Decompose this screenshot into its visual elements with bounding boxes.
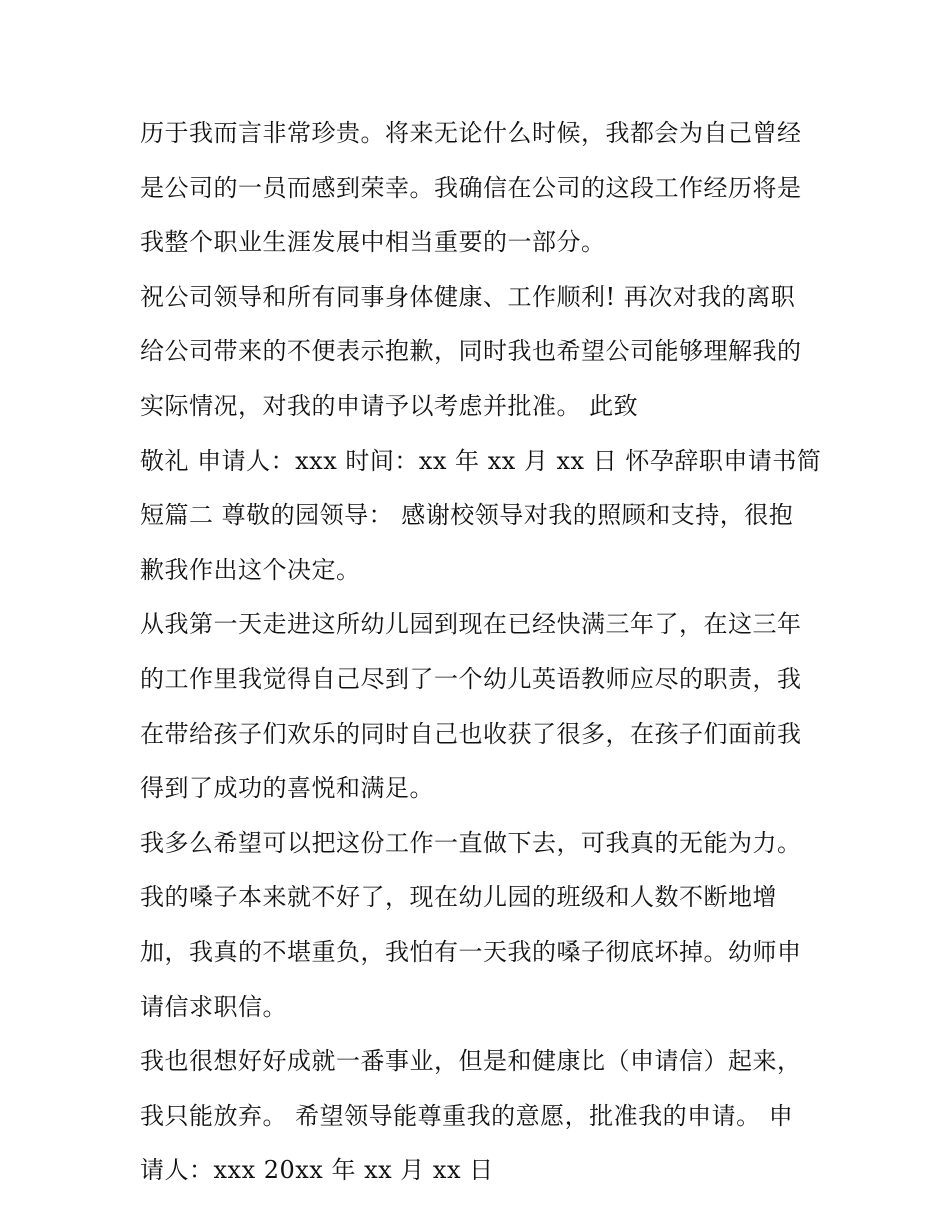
text-line: 请人：xxx 20xx 年 xx 月 xx 日 (140, 1156, 494, 1185)
text-line: 我多么希望可以把这份工作一直做下去，可我真的无能为力。 (140, 828, 802, 857)
text-line: 是公司的一员而感到荣幸。我确信在公司的这段工作经历将是 (140, 173, 802, 202)
text-line: 从我第一天走进这所幼儿园到现在已经快满三年了，在这三年 (140, 610, 802, 639)
text-line: 历于我而言非常珍贵。将来无论什么时候，我都会为自己曾经 (140, 119, 802, 147)
text-line: 在带给孩子们欢乐的同时自己也收获了很多，在孩子们面前我 (140, 719, 802, 748)
text-line: 请信求职信。 (140, 992, 287, 1021)
text-line: 我只能放弃。 希望领导能尊重我的意愿，批准我的申请。 申 (140, 1101, 794, 1130)
text-line: 给公司带来的不便表示抱歉，同时我也希望公司能够理解我的 (140, 337, 802, 366)
text-line: 祝公司领导和所有同事身体健康、工作顺利! 再次对我的离职 (140, 282, 796, 311)
text-line: 我整个职业生涯发展中相当重要的一部分。 (140, 228, 606, 257)
text-line: 实际情况，对我的申请予以考虑并批准。 此致 (140, 391, 639, 420)
document-body (140, 106, 820, 1198)
text-line: 歉我作出这个决定。 (140, 555, 361, 584)
text-line: 的工作里我觉得自己尽到了一个幼儿英语教师应尽的职责，我 (140, 664, 802, 693)
text-line: 加，我真的不堪重负，我怕有一天我的嗓子彻底坏掉。幼师申 (140, 937, 802, 966)
text-line: 得到了成功的喜悦和满足。 (140, 774, 434, 803)
text-line: 我的嗓子本来就不好了，现在幼儿园的班级和人数不断地增 (140, 883, 777, 912)
text-line: 敬礼 申请人：xxx 时间：xx 年 xx 月 xx 日 怀孕辞职申请书简 (140, 446, 822, 475)
text-line: 我也很想好好成就一番事业，但是和健康比（申请信）起来， (140, 1047, 802, 1076)
text-line: 短篇二 尊敬的园领导： 感谢校领导对我的照顾和支持，很抱 (140, 501, 794, 530)
